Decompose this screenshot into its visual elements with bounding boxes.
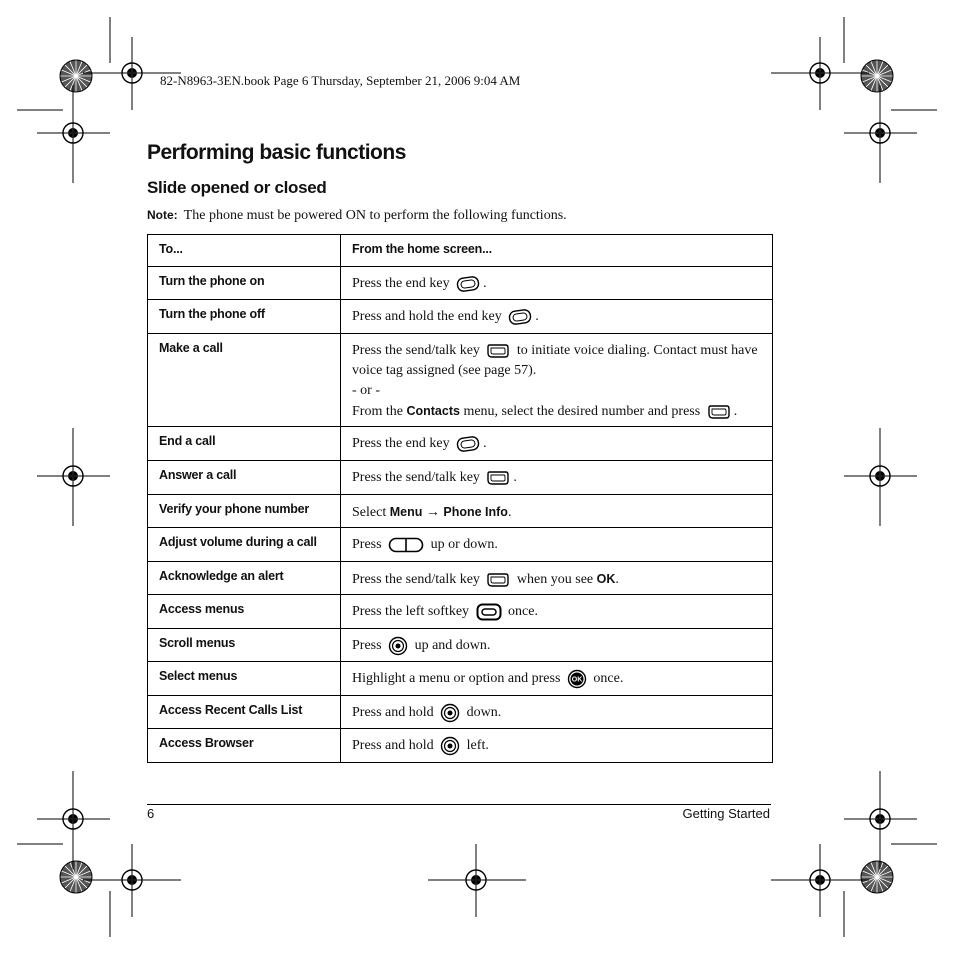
task-label: Acknowledge an alert bbox=[159, 569, 284, 583]
action-part: left. bbox=[466, 738, 489, 754]
action-text bbox=[341, 334, 772, 422]
phone-info-label: Phone Info bbox=[443, 505, 508, 519]
task-label: Verify your phone number bbox=[159, 502, 310, 516]
left-softkey-icon bbox=[476, 603, 502, 621]
action-part: up and down. bbox=[414, 638, 491, 654]
action-text bbox=[341, 495, 772, 523]
action-text bbox=[341, 300, 772, 327]
or-separator: - or - bbox=[352, 383, 380, 398]
navigation-key-icon bbox=[440, 703, 460, 723]
action-text bbox=[341, 729, 772, 756]
task-label: Access Recent Calls List bbox=[159, 703, 303, 717]
note bbox=[147, 208, 567, 224]
page-title: Performing basic functions bbox=[147, 141, 406, 164]
action-text bbox=[341, 562, 772, 590]
table-row bbox=[148, 267, 773, 300]
action-text bbox=[341, 629, 772, 656]
action-part: . bbox=[513, 470, 517, 485]
action-part: Press the send/talk key bbox=[352, 572, 480, 587]
table-row bbox=[148, 461, 773, 495]
table-row bbox=[148, 729, 773, 763]
task-label: Scroll menus bbox=[159, 636, 236, 650]
action-part: Press bbox=[352, 638, 382, 654]
task-label: Access Browser bbox=[159, 736, 254, 750]
action-part: . bbox=[507, 505, 512, 520]
action-part: Press the send/talk key bbox=[352, 343, 480, 358]
action-part: . bbox=[615, 572, 619, 587]
action-part: Press the left softkey bbox=[352, 604, 470, 619]
col-header-to: To... bbox=[159, 242, 183, 256]
action-text bbox=[341, 662, 772, 689]
page-number: 6 bbox=[147, 806, 155, 821]
end-key-icon bbox=[508, 309, 532, 325]
action-text bbox=[341, 528, 772, 555]
action-part: . bbox=[733, 404, 738, 419]
action-part: Press and hold bbox=[352, 705, 434, 721]
note-label: Note: bbox=[147, 208, 178, 222]
action-part: . bbox=[483, 276, 487, 291]
functions-table bbox=[147, 234, 773, 763]
action-part: Press the end key bbox=[352, 436, 450, 451]
note-text: The phone must be powered ON to perform the following functions. bbox=[183, 208, 567, 223]
svg-text:OK: OK bbox=[571, 676, 583, 684]
volume-key-icon bbox=[388, 537, 424, 553]
arrow-icon: → bbox=[425, 505, 440, 520]
action-part: menu, select the desired number and press bbox=[463, 404, 701, 419]
table-row bbox=[148, 696, 773, 729]
end-key-icon bbox=[456, 276, 480, 292]
task-label: Select menus bbox=[159, 669, 238, 683]
table-row bbox=[148, 300, 773, 334]
table-row bbox=[148, 629, 773, 662]
table-header-row bbox=[148, 235, 773, 267]
footer-rule bbox=[147, 804, 771, 805]
table-row bbox=[148, 334, 773, 427]
send-talk-key-icon bbox=[486, 470, 510, 486]
table-row bbox=[148, 662, 773, 696]
action-part: down. bbox=[466, 705, 502, 721]
task-label: Turn the phone off bbox=[159, 307, 265, 321]
action-part: Press and hold the end key bbox=[352, 309, 502, 324]
send-talk-key-icon bbox=[486, 572, 510, 588]
print-info-header: 82-N8963-3EN.book Page 6 Thursday, September 21, 2006 9:04 AM bbox=[160, 73, 521, 88]
section-name: Getting Started bbox=[682, 806, 770, 821]
end-key-icon bbox=[456, 436, 480, 452]
action-text bbox=[341, 595, 772, 622]
menu-label: Menu bbox=[389, 505, 423, 519]
navigation-key-icon bbox=[388, 636, 408, 656]
action-part: Press and hold bbox=[352, 738, 434, 754]
table-row bbox=[148, 495, 773, 528]
navigation-key-icon bbox=[440, 736, 460, 756]
action-part: once. bbox=[508, 604, 538, 619]
task-label: End a call bbox=[159, 434, 216, 448]
section-subtitle: Slide opened or closed bbox=[147, 178, 327, 197]
action-part: up or down. bbox=[430, 537, 498, 552]
action-part: to initiate voice dialing. Contact must have voice tag assigned (see page 57). bbox=[352, 343, 758, 378]
action-part: Press the end key bbox=[352, 276, 450, 291]
action-text bbox=[341, 696, 772, 723]
action-part: . bbox=[483, 436, 487, 451]
task-label: Answer a call bbox=[159, 468, 237, 482]
send-talk-key-icon bbox=[486, 343, 510, 359]
action-part: Highlight a menu or option and press bbox=[352, 671, 561, 687]
action-text bbox=[341, 267, 772, 294]
action-part: Select bbox=[352, 505, 387, 520]
col-header-from-home: From the home screen... bbox=[352, 242, 492, 256]
action-part: From the bbox=[352, 404, 403, 419]
action-part: when you see bbox=[516, 572, 594, 587]
task-label: Access menus bbox=[159, 602, 245, 616]
contacts-menu-label: Contacts bbox=[406, 404, 460, 418]
table-row bbox=[148, 427, 773, 461]
action-text bbox=[341, 461, 772, 488]
action-part: Press the send/talk key bbox=[352, 470, 480, 485]
action-part: once. bbox=[593, 671, 624, 687]
task-label: Make a call bbox=[159, 341, 223, 355]
table-row bbox=[148, 528, 773, 562]
task-label: Turn the phone on bbox=[159, 274, 265, 288]
action-part: Press bbox=[352, 537, 382, 552]
ok-label: OK bbox=[596, 572, 616, 586]
send-talk-key-icon bbox=[707, 404, 731, 420]
action-part: . bbox=[535, 309, 539, 324]
table-row bbox=[148, 595, 773, 629]
table-row bbox=[148, 562, 773, 595]
action-text bbox=[341, 427, 772, 454]
task-label: Adjust volume during a call bbox=[159, 535, 317, 549]
ok-key-icon bbox=[567, 669, 587, 689]
